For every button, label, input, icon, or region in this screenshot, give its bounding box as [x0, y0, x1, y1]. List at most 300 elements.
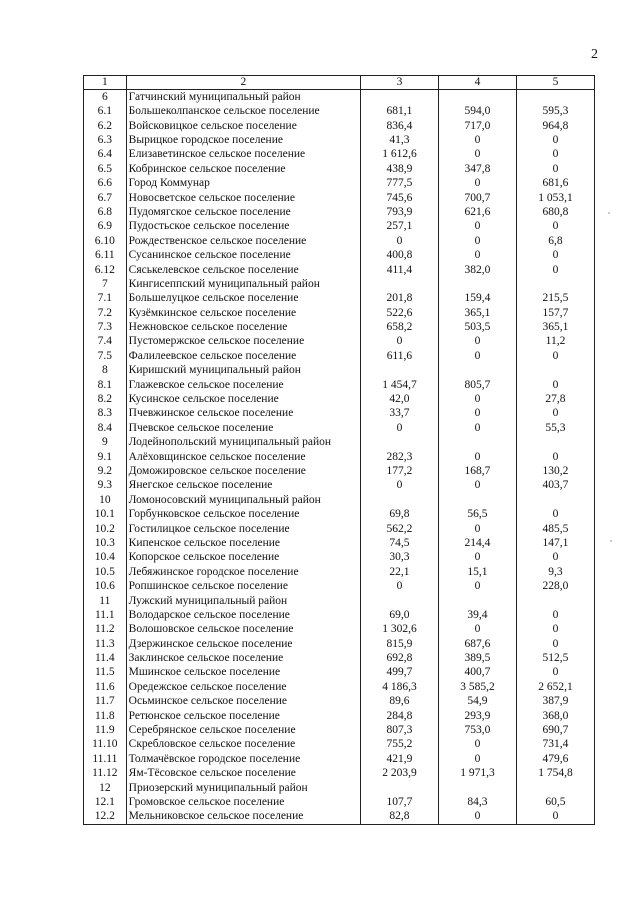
- row-name-cell: Глажевское сельское поселение: [126, 378, 360, 392]
- table-row: [84, 105, 595, 119]
- row-name-cell: Кузёмкинское сельское поселение: [126, 306, 360, 320]
- row-col4-cell: 0: [438, 421, 516, 435]
- table-group-row: [84, 364, 595, 378]
- row-name-cell: Фалилеевское сельское поселение: [126, 349, 360, 363]
- row-col5-cell: 9,3: [516, 565, 594, 579]
- row-col3-cell: 411,4: [360, 263, 438, 277]
- table-row: [84, 321, 595, 335]
- table-row: [84, 177, 595, 191]
- row-name-cell: Лодейнопольский муниципальный район: [126, 436, 360, 450]
- table-row: [84, 623, 595, 637]
- row-col5-cell: 512,5: [516, 652, 594, 666]
- row-col3-cell: [360, 277, 438, 291]
- row-col3-cell: 611,6: [360, 349, 438, 363]
- row-col4-cell: 56,5: [438, 508, 516, 522]
- row-col5-cell: [516, 364, 594, 378]
- row-col4-cell: [438, 781, 516, 795]
- row-col4-cell: [438, 364, 516, 378]
- row-name-cell: Дзержинское сельское поселение: [126, 637, 360, 651]
- row-col3-cell: 22,1: [360, 565, 438, 579]
- row-number-cell: 9.2: [84, 464, 127, 478]
- row-name-cell: Пчевское сельское поселение: [126, 421, 360, 435]
- row-col5-cell: 0: [516, 349, 594, 363]
- row-col4-cell: 293,9: [438, 709, 516, 723]
- row-col4-cell: [438, 277, 516, 291]
- table-row: [84, 680, 595, 694]
- row-number-cell: 6.6: [84, 177, 127, 191]
- row-name-cell: Оредежское сельское поселение: [126, 680, 360, 694]
- row-col4-cell: 0: [438, 623, 516, 637]
- header-col-2: 2: [126, 76, 360, 90]
- row-col3-cell: [360, 90, 438, 105]
- row-col3-cell: 400,8: [360, 249, 438, 263]
- table-row: [84, 378, 595, 392]
- table-row: [84, 767, 595, 781]
- row-col5-cell: 0: [516, 608, 594, 622]
- row-name-cell: Громовское сельское поселение: [126, 795, 360, 809]
- table-row: [84, 292, 595, 306]
- row-col5-cell: 228,0: [516, 580, 594, 594]
- row-name-cell: Володарское сельское поселение: [126, 608, 360, 622]
- row-col4-cell: 0: [438, 393, 516, 407]
- row-number-cell: 11.6: [84, 680, 127, 694]
- table-row: [84, 536, 595, 550]
- budget-table: [83, 75, 595, 825]
- table-row: [84, 148, 595, 162]
- row-col5-cell: 731,4: [516, 738, 594, 752]
- header-col-1: 1: [84, 76, 127, 90]
- row-col3-cell: 562,2: [360, 522, 438, 536]
- row-col5-cell: 387,9: [516, 695, 594, 709]
- row-col5-cell: 0: [516, 508, 594, 522]
- row-col5-cell: 157,7: [516, 306, 594, 320]
- row-col4-cell: 503,5: [438, 321, 516, 335]
- row-number-cell: 11.10: [84, 738, 127, 752]
- row-number-cell: 6.12: [84, 263, 127, 277]
- row-number-cell: 10: [84, 493, 127, 507]
- row-col4-cell: 0: [438, 177, 516, 191]
- row-number-cell: 10.5: [84, 565, 127, 579]
- row-col4-cell: 0: [438, 810, 516, 825]
- row-col5-cell: 0: [516, 249, 594, 263]
- row-col3-cell: 89,6: [360, 695, 438, 709]
- header-col-4: 4: [438, 76, 516, 90]
- row-number-cell: 12.1: [84, 795, 127, 809]
- table-row: [84, 234, 595, 248]
- row-col4-cell: [438, 436, 516, 450]
- row-number-cell: 10.3: [84, 536, 127, 550]
- row-col4-cell: 0: [438, 133, 516, 147]
- row-col5-cell: 595,3: [516, 105, 594, 119]
- row-col3-cell: 421,9: [360, 752, 438, 766]
- row-col3-cell: 69,8: [360, 508, 438, 522]
- row-col5-cell: 0: [516, 263, 594, 277]
- row-name-cell: Мельниковское сельское поселение: [126, 810, 360, 825]
- row-name-cell: Гатчинский муниципальный район: [126, 90, 360, 105]
- row-number-cell: 6: [84, 90, 127, 105]
- row-col3-cell: [360, 364, 438, 378]
- table-row: [84, 479, 595, 493]
- row-col4-cell: 1 971,3: [438, 767, 516, 781]
- table-row: [84, 450, 595, 464]
- row-col4-cell: 0: [438, 738, 516, 752]
- row-col4-cell: 3 585,2: [438, 680, 516, 694]
- table-group-row: [84, 594, 595, 608]
- row-name-cell: Доможировское сельское поселение: [126, 464, 360, 478]
- row-name-cell: Киришский муниципальный район: [126, 364, 360, 378]
- row-col5-cell: 0: [516, 810, 594, 825]
- row-number-cell: 6.9: [84, 220, 127, 234]
- row-name-cell: Кобринское сельское поселение: [126, 162, 360, 176]
- table-group-row: [84, 781, 595, 795]
- row-number-cell: 7: [84, 277, 127, 291]
- row-col3-cell: 2 203,9: [360, 767, 438, 781]
- row-col5-cell: [516, 493, 594, 507]
- row-number-cell: 6.3: [84, 133, 127, 147]
- row-col3-cell: 755,2: [360, 738, 438, 752]
- row-col3-cell: 807,3: [360, 723, 438, 737]
- table-row: [84, 393, 595, 407]
- row-number-cell: 7.3: [84, 321, 127, 335]
- table-row: [84, 551, 595, 565]
- row-col5-cell: 6,8: [516, 234, 594, 248]
- row-col5-cell: 0: [516, 162, 594, 176]
- row-col4-cell: 0: [438, 522, 516, 536]
- row-number-cell: 8.2: [84, 393, 127, 407]
- table-row: [84, 752, 595, 766]
- row-number-cell: 6.5: [84, 162, 127, 176]
- table-group-row: [84, 436, 595, 450]
- row-name-cell: Пустомержское сельское поселение: [126, 335, 360, 349]
- table-row: [84, 666, 595, 680]
- row-name-cell: Большеколпанское сельское поселение: [126, 105, 360, 119]
- table-row: [84, 795, 595, 809]
- row-number-cell: 6.1: [84, 105, 127, 119]
- row-col5-cell: 368,0: [516, 709, 594, 723]
- row-number-cell: 6.8: [84, 205, 127, 219]
- row-col4-cell: 168,7: [438, 464, 516, 478]
- row-number-cell: 9.1: [84, 450, 127, 464]
- row-name-cell: Осьминское сельское поселение: [126, 695, 360, 709]
- row-col3-cell: 69,0: [360, 608, 438, 622]
- row-col5-cell: [516, 436, 594, 450]
- table-group-row: [84, 277, 595, 291]
- row-number-cell: 12: [84, 781, 127, 795]
- row-name-cell: Гостилицкое сельское поселение: [126, 522, 360, 536]
- row-number-cell: 11.8: [84, 709, 127, 723]
- row-col3-cell: 74,5: [360, 536, 438, 550]
- row-name-cell: Сусанинское сельское поселение: [126, 249, 360, 263]
- table-row: [84, 508, 595, 522]
- row-col5-cell: 147,1: [516, 536, 594, 550]
- row-col4-cell: 347,8: [438, 162, 516, 176]
- row-col5-cell: 55,3: [516, 421, 594, 435]
- row-number-cell: 6.7: [84, 191, 127, 205]
- table-row: [84, 349, 595, 363]
- row-col4-cell: 0: [438, 249, 516, 263]
- table-row: [84, 306, 595, 320]
- row-col3-cell: 1 612,6: [360, 148, 438, 162]
- table-row: [84, 249, 595, 263]
- row-col4-cell: 0: [438, 407, 516, 421]
- row-name-cell: Елизаветинское сельское поселение: [126, 148, 360, 162]
- row-name-cell: Ретюнское сельское поселение: [126, 709, 360, 723]
- row-number-cell: 11.3: [84, 637, 127, 651]
- row-number-cell: 6.2: [84, 119, 127, 133]
- row-col3-cell: 777,5: [360, 177, 438, 191]
- row-col3-cell: 257,1: [360, 220, 438, 234]
- row-col3-cell: 658,2: [360, 321, 438, 335]
- row-col4-cell: 0: [438, 551, 516, 565]
- row-number-cell: 11.5: [84, 666, 127, 680]
- page-number: 2: [591, 47, 598, 62]
- table-row: [84, 580, 595, 594]
- row-col3-cell: 0: [360, 234, 438, 248]
- table-row: [84, 810, 595, 825]
- header-col-5: 5: [516, 76, 594, 90]
- row-col5-cell: 27,8: [516, 393, 594, 407]
- table-row: [84, 464, 595, 478]
- row-name-cell: Кусинское сельское поселение: [126, 393, 360, 407]
- row-name-cell: Волошовское сельское поселение: [126, 623, 360, 637]
- row-col3-cell: 0: [360, 421, 438, 435]
- row-col4-cell: [438, 493, 516, 507]
- row-col3-cell: 0: [360, 479, 438, 493]
- row-col3-cell: 692,8: [360, 652, 438, 666]
- table-row: [84, 695, 595, 709]
- row-number-cell: 6.11: [84, 249, 127, 263]
- row-col5-cell: 0: [516, 551, 594, 565]
- row-number-cell: 6.10: [84, 234, 127, 248]
- row-col5-cell: [516, 90, 594, 105]
- row-col5-cell: 1 754,8: [516, 767, 594, 781]
- table-row: [84, 191, 595, 205]
- row-col4-cell: 621,6: [438, 205, 516, 219]
- row-name-cell: Заклинское сельское поселение: [126, 652, 360, 666]
- row-name-cell: Копорское сельское поселение: [126, 551, 360, 565]
- row-col4-cell: 15,1: [438, 565, 516, 579]
- row-col3-cell: 0: [360, 335, 438, 349]
- row-col5-cell: 1 053,1: [516, 191, 594, 205]
- row-col3-cell: 282,3: [360, 450, 438, 464]
- row-name-cell: Лужский муниципальный район: [126, 594, 360, 608]
- row-col4-cell: 805,7: [438, 378, 516, 392]
- row-col3-cell: 4 186,3: [360, 680, 438, 694]
- row-col5-cell: 0: [516, 623, 594, 637]
- table-row: [84, 608, 595, 622]
- row-number-cell: 10.2: [84, 522, 127, 536]
- row-col5-cell: [516, 781, 594, 795]
- row-number-cell: 11: [84, 594, 127, 608]
- row-col4-cell: [438, 594, 516, 608]
- row-name-cell: Ломоносовский муниципальный район: [126, 493, 360, 507]
- row-col5-cell: 60,5: [516, 795, 594, 809]
- row-number-cell: 7.1: [84, 292, 127, 306]
- table-row: [84, 738, 595, 752]
- row-col5-cell: 130,2: [516, 464, 594, 478]
- table-row: [84, 205, 595, 219]
- row-col4-cell: 84,3: [438, 795, 516, 809]
- row-col4-cell: 382,0: [438, 263, 516, 277]
- row-col4-cell: 54,9: [438, 695, 516, 709]
- table-row: [84, 119, 595, 133]
- row-col4-cell: 717,0: [438, 119, 516, 133]
- row-name-cell: Алёховщинское сельское поселение: [126, 450, 360, 464]
- row-name-cell: Лебяжинское городское поселение: [126, 565, 360, 579]
- row-number-cell: 11.12: [84, 767, 127, 781]
- row-col4-cell: 753,0: [438, 723, 516, 737]
- table-row: [84, 162, 595, 176]
- row-col4-cell: 0: [438, 148, 516, 162]
- row-col3-cell: 33,7: [360, 407, 438, 421]
- row-number-cell: 6.4: [84, 148, 127, 162]
- row-name-cell: Горбунковское сельское поселение: [126, 508, 360, 522]
- row-number-cell: 7.4: [84, 335, 127, 349]
- scan-speck: [608, 212, 610, 214]
- row-col5-cell: 0: [516, 148, 594, 162]
- row-col4-cell: 214,4: [438, 536, 516, 550]
- row-number-cell: 8.4: [84, 421, 127, 435]
- table-row: [84, 263, 595, 277]
- row-number-cell: 11.2: [84, 623, 127, 637]
- table-group-row: [84, 90, 595, 105]
- row-number-cell: 11.7: [84, 695, 127, 709]
- row-col3-cell: 107,7: [360, 795, 438, 809]
- row-col3-cell: 815,9: [360, 637, 438, 651]
- row-col3-cell: 745,6: [360, 191, 438, 205]
- row-col3-cell: 42,0: [360, 393, 438, 407]
- row-name-cell: Вырицкое городское поселение: [126, 133, 360, 147]
- row-name-cell: Приозерский муниципальный район: [126, 781, 360, 795]
- row-col3-cell: [360, 493, 438, 507]
- row-number-cell: 7.2: [84, 306, 127, 320]
- row-col5-cell: 0: [516, 666, 594, 680]
- row-col4-cell: 39,4: [438, 608, 516, 622]
- row-col3-cell: 793,9: [360, 205, 438, 219]
- row-col5-cell: [516, 277, 594, 291]
- row-col3-cell: 681,1: [360, 105, 438, 119]
- row-number-cell: 9.3: [84, 479, 127, 493]
- row-col3-cell: [360, 436, 438, 450]
- row-name-cell: Пудомягское сельское поселение: [126, 205, 360, 219]
- row-name-cell: Пчевжинское сельское поселение: [126, 407, 360, 421]
- table-row: [84, 407, 595, 421]
- table-row: [84, 637, 595, 651]
- scan-speck: [610, 540, 612, 542]
- row-name-cell: Нежновское сельское поселение: [126, 321, 360, 335]
- table-row: [84, 565, 595, 579]
- row-number-cell: 11.4: [84, 652, 127, 666]
- row-number-cell: 8: [84, 364, 127, 378]
- row-col5-cell: 365,1: [516, 321, 594, 335]
- row-name-cell: Войсковицкое сельское поселение: [126, 119, 360, 133]
- row-name-cell: Толмачёвское городское поселение: [126, 752, 360, 766]
- row-name-cell: Серебрянское сельское поселение: [126, 723, 360, 737]
- row-number-cell: 11.1: [84, 608, 127, 622]
- row-col3-cell: 836,4: [360, 119, 438, 133]
- row-col4-cell: 0: [438, 580, 516, 594]
- row-name-cell: Город Коммунар: [126, 177, 360, 191]
- row-col5-cell: 2 652,1: [516, 680, 594, 694]
- table-row: [84, 723, 595, 737]
- row-col4-cell: 159,4: [438, 292, 516, 306]
- table-row: [84, 220, 595, 234]
- row-number-cell: 10.1: [84, 508, 127, 522]
- row-col4-cell: 687,6: [438, 637, 516, 651]
- row-col4-cell: [438, 90, 516, 105]
- row-col3-cell: 0: [360, 580, 438, 594]
- row-col3-cell: 177,2: [360, 464, 438, 478]
- row-col4-cell: 594,0: [438, 105, 516, 119]
- table-group-row: [84, 493, 595, 507]
- row-col3-cell: 201,8: [360, 292, 438, 306]
- row-col3-cell: 522,6: [360, 306, 438, 320]
- row-col5-cell: 0: [516, 220, 594, 234]
- row-name-cell: Ям-Тёсовское сельское поселение: [126, 767, 360, 781]
- table-row: [84, 421, 595, 435]
- row-col3-cell: 438,9: [360, 162, 438, 176]
- row-col3-cell: [360, 594, 438, 608]
- row-name-cell: Янегское сельское поселение: [126, 479, 360, 493]
- row-col4-cell: 0: [438, 220, 516, 234]
- row-col3-cell: 1 302,6: [360, 623, 438, 637]
- row-number-cell: 10.6: [84, 580, 127, 594]
- row-col5-cell: 11,2: [516, 335, 594, 349]
- row-col5-cell: 479,6: [516, 752, 594, 766]
- row-col3-cell: 284,8: [360, 709, 438, 723]
- table-row: [84, 133, 595, 147]
- row-col3-cell: 82,8: [360, 810, 438, 825]
- row-col5-cell: 403,7: [516, 479, 594, 493]
- table-row: [84, 652, 595, 666]
- row-col5-cell: 964,8: [516, 119, 594, 133]
- row-number-cell: 8.1: [84, 378, 127, 392]
- row-col3-cell: 1 454,7: [360, 378, 438, 392]
- row-number-cell: 7.5: [84, 349, 127, 363]
- row-col5-cell: 0: [516, 378, 594, 392]
- row-number-cell: 10.4: [84, 551, 127, 565]
- table-row: [84, 522, 595, 536]
- row-col5-cell: 0: [516, 450, 594, 464]
- row-col5-cell: 690,7: [516, 723, 594, 737]
- row-col4-cell: 0: [438, 335, 516, 349]
- table-header-row: [84, 76, 595, 90]
- row-name-cell: Ропшинское сельское поселение: [126, 580, 360, 594]
- row-col3-cell: [360, 781, 438, 795]
- row-col3-cell: 30,3: [360, 551, 438, 565]
- row-col4-cell: 0: [438, 234, 516, 248]
- row-name-cell: Кингисеппский муниципальный район: [126, 277, 360, 291]
- row-col3-cell: 499,7: [360, 666, 438, 680]
- row-name-cell: Скребловское сельское поселение: [126, 738, 360, 752]
- row-col5-cell: 0: [516, 133, 594, 147]
- row-number-cell: 11.9: [84, 723, 127, 737]
- row-col4-cell: 700,7: [438, 191, 516, 205]
- table-row: [84, 335, 595, 349]
- row-name-cell: Кипенское сельское поселение: [126, 536, 360, 550]
- row-col4-cell: 0: [438, 450, 516, 464]
- header-col-3: 3: [360, 76, 438, 90]
- row-col5-cell: 680,8: [516, 205, 594, 219]
- row-number-cell: 12.2: [84, 810, 127, 825]
- row-name-cell: Сяськелевское сельское поселение: [126, 263, 360, 277]
- row-name-cell: Пудостьское сельское поселение: [126, 220, 360, 234]
- table-body: [84, 90, 595, 825]
- row-name-cell: Новосветское сельское поселение: [126, 191, 360, 205]
- row-number-cell: 8.3: [84, 407, 127, 421]
- row-name-cell: Мшинское сельское поселение: [126, 666, 360, 680]
- row-col5-cell: 681,6: [516, 177, 594, 191]
